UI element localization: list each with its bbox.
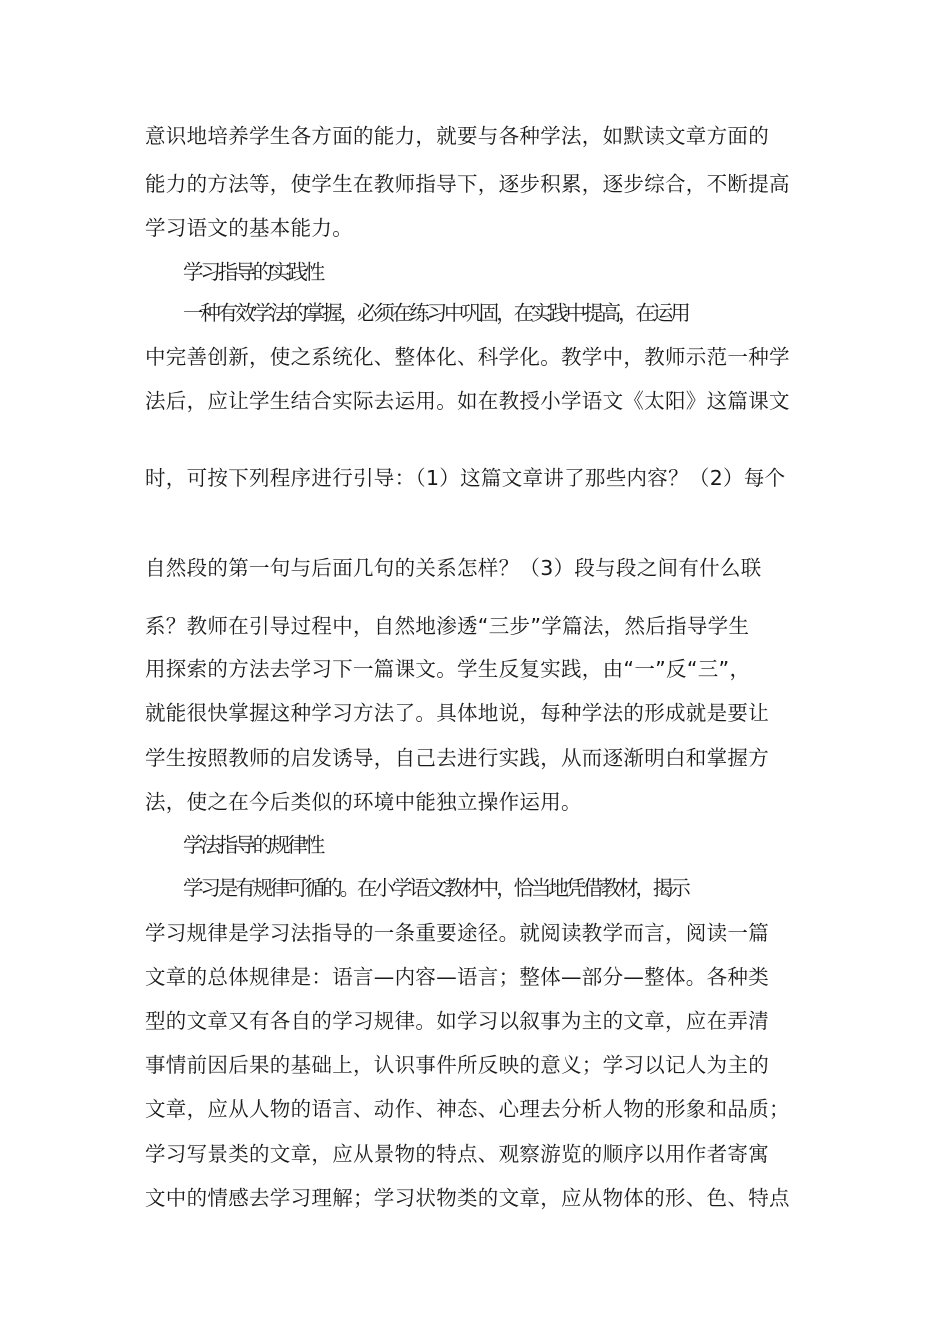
text-line: 意识地培养学生各方面的能力，就要与各种学法，如默读文章方面的 bbox=[145, 124, 769, 148]
section-heading: 学习指导的实践性 bbox=[183, 260, 323, 284]
text-line: 中完善创新，使之系统化、整体化、科学化。教学中，教师示范一种学 bbox=[145, 345, 790, 369]
text-line: 就能很快掌握这种学习方法了。具体地说，每种学法的形成就是要让 bbox=[145, 701, 769, 725]
text-line: 学生按照教师的启发诱导，自己去进行实践，从而逐渐明白和掌握方 bbox=[145, 746, 769, 770]
text-line: 法，使之在今后类似的环境中能独立操作运用。 bbox=[145, 790, 582, 814]
text-line: 用探索的方法去学习下一篇课文。学生反复实践，由“一”反“三”， bbox=[145, 657, 751, 681]
text-line: 学习语文的基本能力。 bbox=[145, 216, 353, 240]
text-line: 学习规律是学习法指导的一条重要途径。就阅读教学而言，阅读一篇 bbox=[145, 921, 769, 945]
text-line: 文章，应从人物的语言、动作、神态、心理去分析人物的形象和品质； bbox=[145, 1097, 790, 1121]
text-line: 学习是有规律可循的。在小学语文教材中，恰当地凭借教材，揭示 bbox=[183, 876, 688, 900]
text-line: 一种有效学法的掌握，必须在练习中巩固，在实践中提高，在运用 bbox=[183, 301, 688, 325]
text-line: 型的文章又有各自的学习规律。如学习以叙事为主的文章，应在弄清 bbox=[145, 1009, 769, 1033]
text-line: 法后，应让学生结合实际去运用。如在教授小学语文《太阳》这篇课文 bbox=[145, 389, 790, 413]
text-line: 事情前因后果的基础上，认识事件所反映的意义；学习以记人为主的 bbox=[145, 1053, 769, 1077]
text-line: 自然段的第一句与后面几句的关系怎样？（3）段与段之间有什么联 bbox=[145, 556, 762, 580]
section-heading: 学法指导的规律性 bbox=[183, 833, 323, 857]
text-line: 学习写景类的文章，应从景物的特点、观察游览的顺序以用作者寄寓 bbox=[145, 1142, 769, 1166]
text-line: 文中的情感去学习理解；学习状物类的文章，应从物体的形、色、特点 bbox=[145, 1186, 790, 1210]
text-line: 能力的方法等，使学生在教师指导下，逐步积累，逐步综合，不断提高 bbox=[145, 172, 790, 196]
text-line: 时，可按下列程序进行引导：（1）这篇文章讲了那些内容？（2）每个 bbox=[145, 466, 786, 490]
text-line: 文章的总体规律是：语言—内容—语言；整体—部分—整体。各种类 bbox=[145, 965, 769, 989]
text-line: 系？教师在引导过程中，自然地渗透“三步”学篇法，然后指导学生 bbox=[145, 614, 750, 638]
